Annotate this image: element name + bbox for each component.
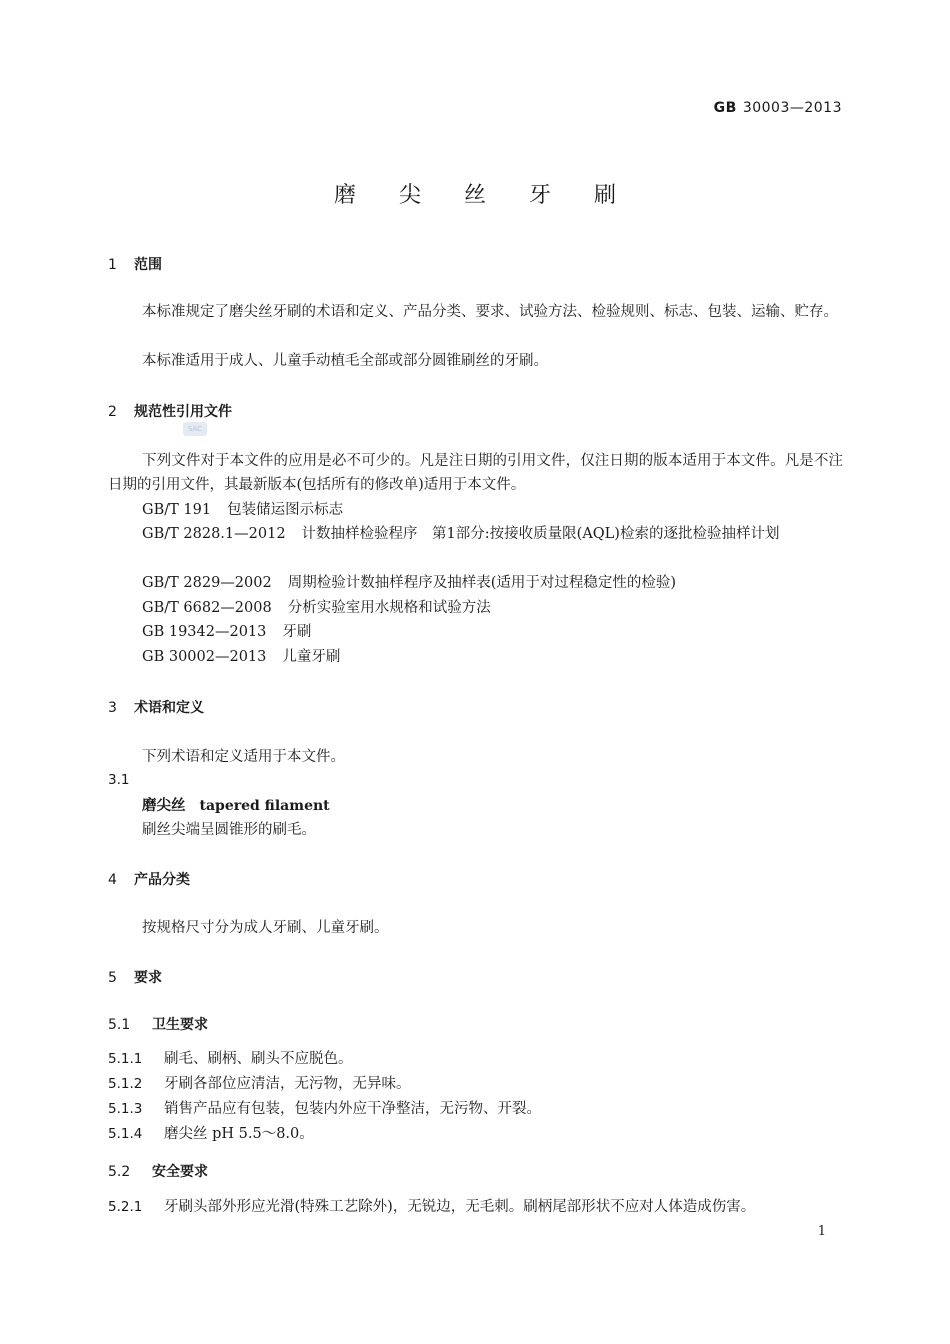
reference-title: 包装储运图示标志 [227, 502, 344, 518]
term-english: tapered filament [199, 798, 330, 814]
section-4-heading [108, 869, 843, 889]
reference-title: 牙刷 [282, 624, 312, 640]
clause-item [108, 1072, 843, 1096]
section-number: 5 [108, 970, 117, 986]
section-number: 2 [108, 404, 117, 420]
clause-text: 牙刷头部外形应光滑(特殊工艺除外)，无锐边，无毛刺。刷柄尾部形状不应对人体造成伤害。 [164, 1199, 756, 1215]
subsection-title: 安全要求 [152, 1164, 208, 1180]
sac-watermark: SAC [183, 422, 207, 436]
reference-code: GB 19342—2013 [142, 624, 267, 640]
clause-item [108, 1195, 843, 1219]
section-2-paragraph-1: 下列文件对于本文件的应用是必不可少的。凡是注日期的引用文件，仅注日期的版本适用于本文件。凡是不注日期的引用文件，其最新版本(包括所有的修改单)适用于本文件。 [108, 453, 843, 493]
section-title: 术语和定义 [134, 700, 204, 716]
clause-item [108, 1047, 843, 1071]
clause-item [108, 1122, 843, 1146]
clause-number: 5.1.4 [108, 1126, 143, 1142]
clause-number: 5.1.3 [108, 1101, 143, 1117]
subsection-number: 5.1 [108, 1017, 131, 1033]
reference-item [108, 620, 877, 644]
reference-title: 计数抽样检验程序 第1部分:按接收质量限(AQL)检索的逐批检验抽样计划 [301, 526, 780, 542]
reference-item [108, 645, 877, 669]
term-entry [108, 794, 877, 818]
clause-number: 5.1.1 [108, 1051, 143, 1067]
section-4-paragraph-1: 按规格尺寸分为成人牙刷、儿童牙刷。 [142, 920, 389, 936]
section-1-paragraph-1: 本标准规定了磨尖丝牙刷的术语和定义、产品分类、要求、试验方法、检验规则、标志、包装、运输、贮存。 [142, 304, 838, 320]
clause-number: 5.1.2 [108, 1076, 143, 1092]
section-title: 范围 [134, 257, 162, 273]
reference-code: GB/T 2829—2002 [142, 575, 272, 591]
reference-code: GB 30002—2013 [142, 649, 267, 665]
term-definition: 刷丝尖端呈圆锥形的刷毛。 [142, 822, 316, 838]
section-1-paragraph-2: 本标准适用于成人、儿童手动植毛全部或部分圆锥刷丝的牙刷。 [142, 353, 548, 369]
reference-code: GB/T 191 [142, 502, 212, 518]
reference-item [108, 522, 843, 546]
clause-text: 销售产品应有包装，包装内外应干净整洁，无污物、开裂。 [164, 1101, 541, 1117]
term-chinese: 磨尖丝 [142, 798, 186, 814]
clause-text: 刷毛、刷柄、刷头不应脱色。 [164, 1051, 353, 1067]
section-title: 产品分类 [134, 872, 190, 888]
reference-item [108, 498, 877, 522]
reference-title: 周期检验计数抽样程序及抽样表(适用于对过程稳定性的检验) [287, 575, 677, 591]
section-title: 规范性引用文件 [134, 404, 232, 420]
section-number: 1 [108, 257, 117, 273]
document-title: 磨 尖 丝 牙 刷 [334, 183, 634, 208]
section-number: 4 [108, 872, 117, 888]
subsection-5-1-heading [108, 1014, 843, 1034]
clause-number: 5.2.1 [108, 1199, 143, 1215]
page-number: 1 [817, 1224, 826, 1239]
section-title: 要求 [134, 970, 162, 986]
reference-item [108, 596, 877, 620]
section-number: 3 [108, 700, 117, 716]
section-5-heading [108, 967, 843, 987]
standard-number [714, 100, 842, 116]
clause-text: 磨尖丝 pH 5.5～8.0。 [164, 1126, 314, 1142]
standard-code: 30003—2013 [742, 100, 842, 116]
clause-item [108, 1097, 843, 1121]
reference-title: 儿童牙刷 [282, 649, 341, 665]
reference-title: 分析实验室用水规格和试验方法 [287, 600, 491, 616]
reference-item [108, 571, 877, 595]
term-number: 3.1 [108, 772, 130, 788]
reference-code: GB/T 2828.1—2012 [142, 526, 286, 542]
reference-code: GB/T 6682—2008 [142, 600, 272, 616]
section-1-heading [108, 254, 843, 274]
section-2-heading [108, 401, 843, 421]
clause-text: 牙刷各部位应清洁，无污物，无异味。 [164, 1076, 411, 1092]
section-3-heading [108, 697, 843, 717]
subsection-number: 5.2 [108, 1164, 131, 1180]
standard-prefix: GB [713, 100, 737, 116]
subsection-5-2-heading [108, 1161, 843, 1181]
subsection-title: 卫生要求 [152, 1017, 208, 1033]
section-3-paragraph-1: 下列术语和定义适用于本文件。 [142, 749, 345, 765]
